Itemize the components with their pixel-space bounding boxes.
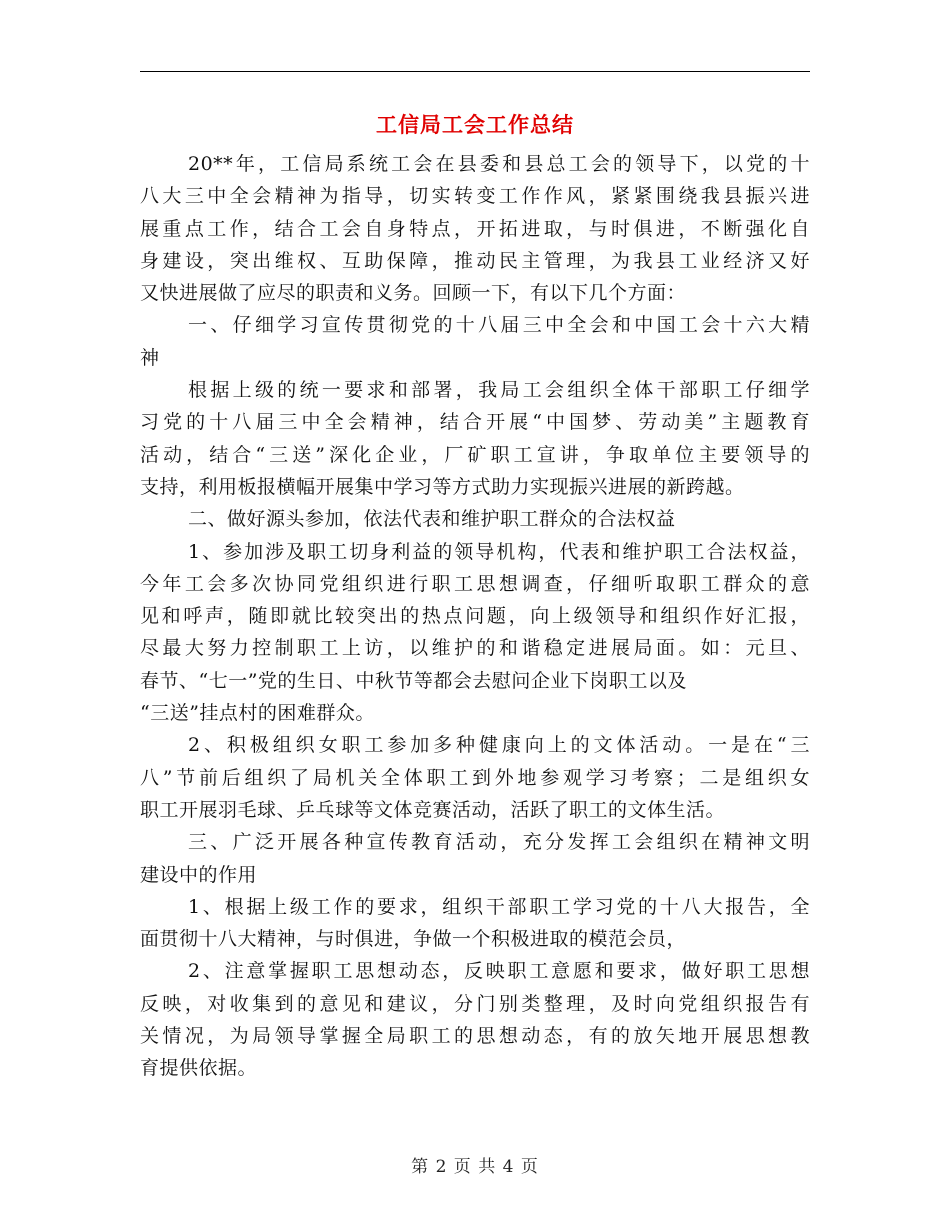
text-line: 支持，利用板报横幅开展集中学习等方式助力实现振兴进展的新跨越。 (140, 475, 745, 498)
page-number-label: 第 2 页 共 4 页 (411, 1157, 539, 1177)
text-line: 春节、“七一”党的生日、中秋节等都会去慰问企业下岗职工以及 (140, 669, 687, 692)
paragraph (140, 729, 810, 826)
text-line: 活动，结合“三送”深化企业，厂矿职工宣讲，争取单位主要领导的 (140, 443, 810, 466)
text-line: 又快进展做了应尽的职责和义务。回顾一下，有以下几个方面： (140, 282, 687, 305)
text-line: 2、积极组织女职工参加多种健康向上的文体活动。一是在“三 (188, 734, 810, 757)
text-line: 展重点工作，结合工会自身特点，开拓进取，与时俱进，不断强化自 (140, 217, 810, 240)
text-line: 身建设，突出维权、互助保障，推动民主管理，为我县工业经济又好 (140, 249, 810, 272)
paragraph (140, 891, 810, 956)
page-number-footer (140, 1152, 810, 1177)
paragraph (140, 374, 810, 503)
text-line: 习党的十八届三中全会精神，结合开展“中国梦、劳动美”主题教育 (140, 411, 810, 434)
text-line: 建设中的作用 (140, 863, 258, 886)
text-line: 尽最大努力控制职工上访，以维护的和谐稳定进展局面。如：元旦、 (140, 637, 810, 660)
text-line: 见和呼声，随即就比较突出的热点问题，向上级领导和组织作好汇报， (140, 605, 810, 628)
text-line: 二、做好源头参加，依法代表和维护职工群众的合法权益 (188, 508, 676, 531)
paragraph (140, 955, 810, 1084)
section-heading (140, 309, 810, 374)
paragraph (140, 148, 810, 309)
section-heading (140, 826, 810, 891)
text-line: 1、根据上级工作的要求，组织干部职工学习党的十八大报告，全 (188, 895, 810, 918)
text-line: 三、广泛开展各种宣传教育活动，充分发挥工会组织在精神文明 (188, 831, 810, 854)
text-line: 反映，对收集到的意见和建议，分门别类整理，及时向党组织报告有 (140, 992, 810, 1015)
paragraph (140, 536, 810, 730)
text-line: 面贯彻十八大精神，与时俱进，争做一个积极进取的模范会员， (140, 928, 687, 951)
text-line: 2、注意掌握职工思想动态，反映职工意愿和要求，做好职工思想 (188, 960, 810, 983)
header-rule (140, 71, 810, 72)
document-body (140, 148, 810, 1085)
text-line: 育提供依据。 (140, 1057, 258, 1080)
text-line: 今年工会多次协同党组织进行职工思想调查，仔细听取职工群众的意 (140, 572, 810, 595)
document-title: 工信局工会工作总结 (376, 112, 574, 137)
text-line: 关情况，为局领导掌握全局职工的思想动态，有的放矢地开展思想教 (140, 1025, 810, 1048)
section-heading (140, 503, 810, 535)
text-line: 八”节前后组织了局机关全体职工到外地参观学习考察；二是组织女 (140, 766, 810, 789)
text-line: 1、参加涉及职工切身利益的领导机构，代表和维护职工合法权益， (188, 540, 810, 563)
text-line: “三送”挂点村的困难群众。 (140, 702, 375, 725)
text-line: 职工开展羽毛球、乒乓球等文体竞赛活动，活跃了职工的文体生活。 (140, 798, 726, 821)
text-line: 神 (140, 346, 160, 369)
text-line: 20**年，工信局系统工会在县委和县总工会的领导下，以党的十 (188, 153, 810, 175)
text-line: 根据上级的统一要求和部署，我局工会组织全体干部职工仔细学 (188, 379, 810, 402)
text-line: 八大三中全会精神为指导，切实转变工作作风，紧紧围绕我县振兴进 (140, 185, 810, 208)
text-line: 一、仔细学习宣传贯彻党的十八届三中全会和中国工会十六大精 (188, 314, 810, 337)
